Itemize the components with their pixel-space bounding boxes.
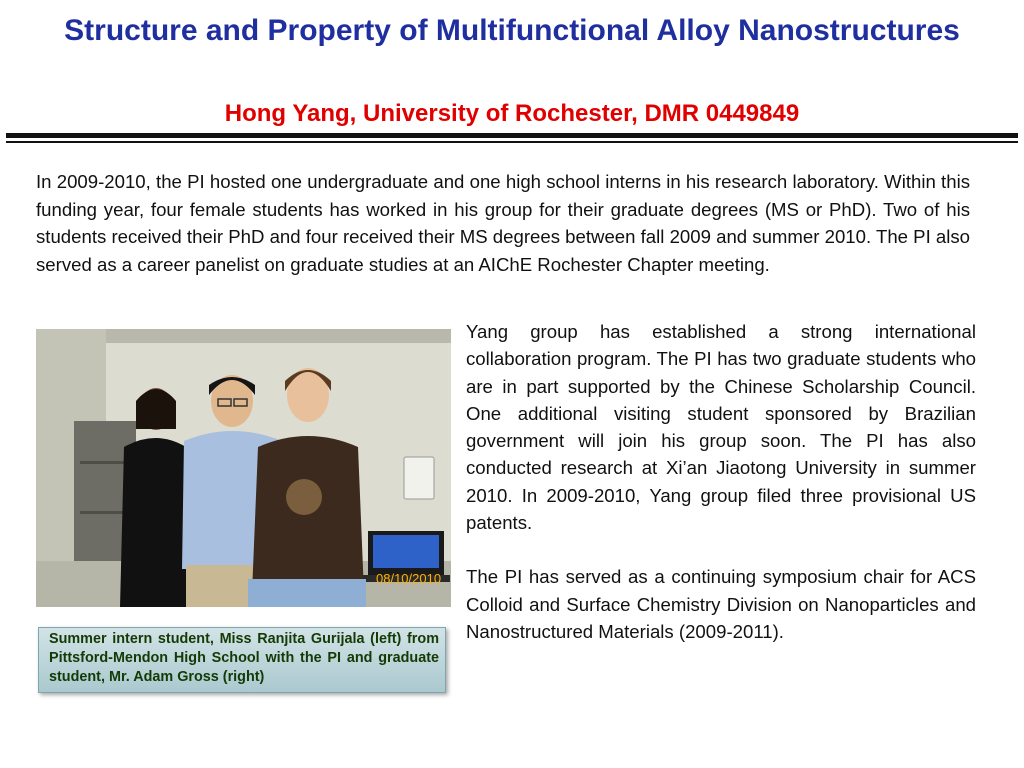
laptop-screen <box>373 535 439 568</box>
photo-caption: Summer intern student, Miss Ranjita Gurijala (left) from Pittsford-Mendon High School with the PI and graduate student, Mr. Adam Gross (right) <box>38 627 446 693</box>
wall-outlet <box>404 457 434 499</box>
symposium-paragraph: The PI has served as a continuing symposium chair for ACS Colloid and Surface Chemistry Division on Nanoparticles and Nanostructured Materials (2009-2011). <box>466 566 976 642</box>
collaboration-paragraph: Yang group has established a strong international collaboration program. The PI has two graduate students who are in part supported by the Chinese Scholarship Council. One additional visiting student sponsored by Brazilian government will join his group soon. The PI has also conducted research at Xi’an Jiaotong University in summer 2010. In 2009-2010, Yang group filed three provisional US patents. <box>466 321 976 534</box>
right-column <box>466 318 976 645</box>
group-photo <box>36 329 451 607</box>
slide-title: Structure and Property of Multifunctional Alloy Nanostructures <box>64 14 960 47</box>
slide-subtitle: Hong Yang, University of Rochester, DMR 0449849 <box>224 100 800 127</box>
title-divider-thin <box>6 141 1018 143</box>
intro-paragraph: In 2009-2010, the PI hosted one undergraduate and one high school interns in his research laboratory. Within this funding year, four female students has worked in his group for their graduate degrees (MS or PhD). Two of his students received their PhD and four received their MS degrees between fall 2009 and summer 2010. The PI also served as a career panelist on graduate studies at an AIChE Rochester Chapter meeting. <box>36 171 971 275</box>
title-divider-thick <box>6 133 1018 138</box>
photo-date-stamp: 08/10/2010 <box>376 571 442 586</box>
intern-figure <box>120 438 192 607</box>
